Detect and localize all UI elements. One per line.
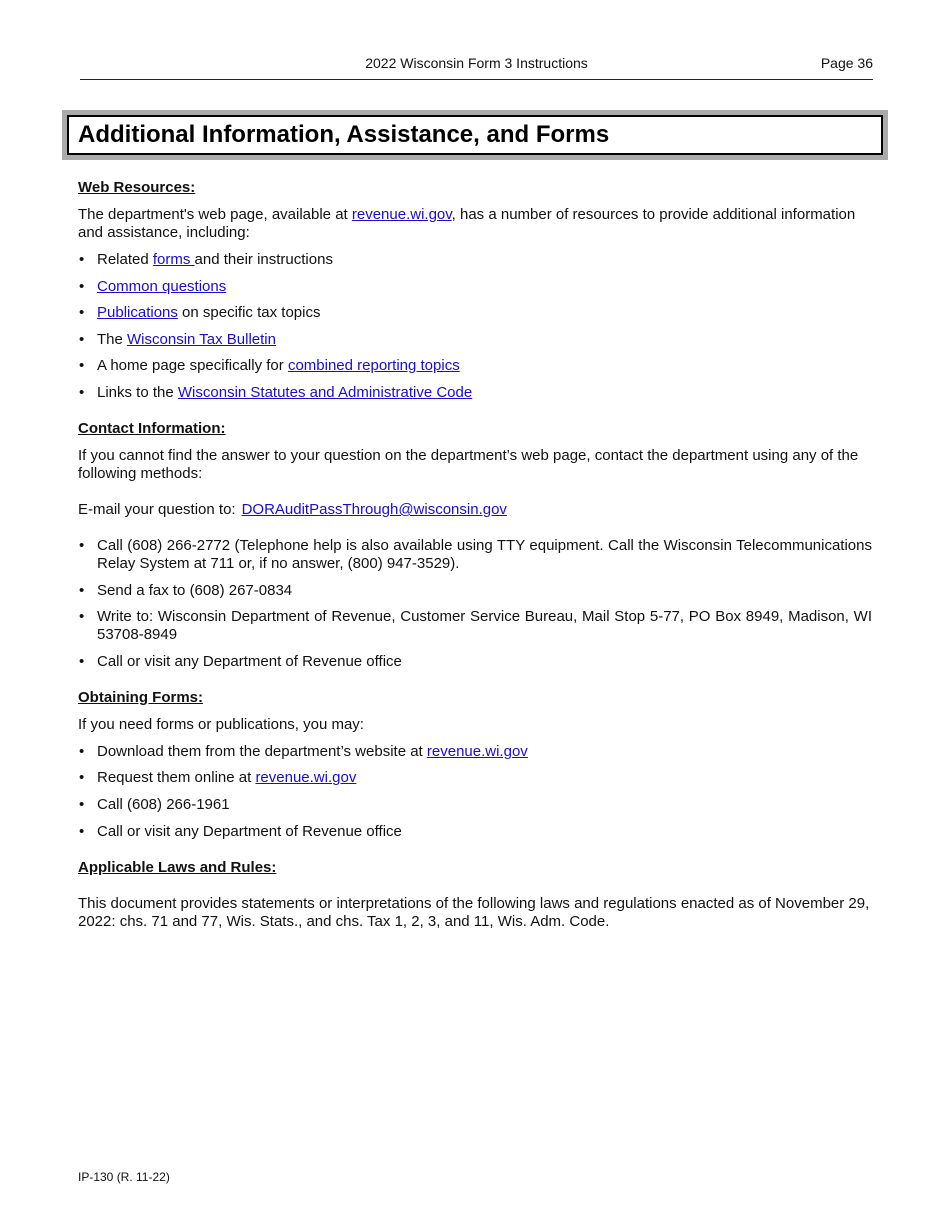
item-text: A home page specifically for <box>97 357 288 375</box>
email-label: E-mail your question to: <box>78 500 236 518</box>
title-box <box>62 110 888 160</box>
list-item <box>78 743 872 761</box>
combined-reporting-link[interactable]: combined reporting topics <box>287 357 460 375</box>
main-content <box>78 178 872 940</box>
revenue-link[interactable]: revenue.wi.gov <box>351 206 452 223</box>
list-item <box>78 304 872 322</box>
bullet-icon: • <box>79 357 85 375</box>
item-text: Related <box>97 251 153 268</box>
list-item <box>78 769 872 787</box>
item-text: The <box>97 330 128 348</box>
contact-heading: Contact Information: <box>78 419 226 437</box>
bullet-icon: • <box>79 304 85 322</box>
intro-text: The department's web page, available at <box>78 206 352 223</box>
bullet-icon: • <box>79 822 85 840</box>
list-item <box>78 653 872 671</box>
obtaining-forms-heading: Obtaining Forms: <box>78 688 203 706</box>
web-resources-heading: Web Resources: <box>78 179 196 196</box>
obtaining-forms-intro: If you need forms or publications, you may: <box>78 715 364 733</box>
bullet-icon: • <box>79 536 85 554</box>
page-number: Page 36 <box>820 55 873 71</box>
list-item <box>78 537 872 573</box>
item-text: Download them from the department’s website at <box>97 742 427 760</box>
forms-link[interactable]: forms <box>152 251 195 268</box>
page-header <box>80 55 873 80</box>
laws-text: This document provides statements or interpretations of the following laws and regulations enacted as of November 29, 2022: chs. 71 and 77, Wis. Stats., and chs. Tax 1, 2, 3, and 11, Wis. Adm. Code. <box>78 894 870 930</box>
item-text: Request them online at <box>97 769 256 787</box>
email-link[interactable]: DORAuditPassThrough@wisconsin.gov <box>241 500 507 518</box>
list-item <box>78 278 872 296</box>
list-item <box>78 582 872 600</box>
list-item <box>78 251 872 269</box>
item-text: Write to: Wisconsin Department of Revenue, Customer Service Bureau, Mail Stop 5-77, PO Box 8949, Madison, WI 53708-8949 <box>97 608 872 644</box>
list-item <box>78 608 872 644</box>
page-title: Additional Information, Assistance, and Forms <box>78 121 610 148</box>
web-resources-intro <box>78 206 872 242</box>
web-resources-list <box>78 251 872 402</box>
item-text: Call or visit any Department of Revenue office <box>97 822 402 840</box>
form-code: IP-130 (R. 11-22) <box>78 1170 170 1184</box>
tax-bulletin-link[interactable]: Wisconsin Tax Bulletin <box>127 330 276 348</box>
bullet-icon: • <box>79 383 85 401</box>
revenue-request-link[interactable]: revenue.wi.gov <box>255 769 357 787</box>
header-title: 2022 Wisconsin Form 3 Instructions <box>365 55 588 71</box>
bullet-icon: • <box>79 742 85 760</box>
item-text: Call (608) 266-2772 (Telephone help is also available using TTY equipment. Call the Wisconsin Telecommunications Relay System at 711 or, if no answer, (800) 947-3529). <box>97 536 872 572</box>
bullet-icon: • <box>79 795 85 813</box>
item-text: Send a fax to (608) 267-0834 <box>97 581 293 599</box>
title-box-inner <box>67 115 883 155</box>
item-text: Call (608) 266-1961 <box>97 795 230 813</box>
bullet-icon: • <box>79 251 85 268</box>
item-text: Links to the <box>97 383 178 401</box>
revenue-download-link[interactable]: revenue.wi.gov <box>426 742 528 760</box>
list-item <box>78 331 872 349</box>
list-item <box>78 823 872 841</box>
list-item <box>78 796 872 814</box>
publications-link[interactable]: Publications <box>97 304 178 322</box>
bullet-icon: • <box>79 769 85 787</box>
obtaining-forms-list <box>78 743 872 841</box>
laws-heading: Applicable Laws and Rules: <box>78 858 277 876</box>
bullet-icon: • <box>79 277 85 295</box>
item-text: and their instructions <box>194 251 333 268</box>
intro-text-end: , has a number of resources to provide additional information and assistance, including: <box>78 206 856 241</box>
statutes-link[interactable]: Wisconsin Statutes and Administrative Code <box>177 383 473 401</box>
bullet-icon: • <box>79 581 85 599</box>
email-line <box>78 501 872 519</box>
bullet-icon: • <box>79 330 85 348</box>
item-text: Call or visit any Department of Revenue office <box>97 652 402 670</box>
list-item <box>78 357 872 375</box>
common-questions-link[interactable]: Common questions <box>97 277 227 295</box>
item-text: on specific tax topics <box>177 304 321 322</box>
contact-intro: If you cannot find the answer to your question on the department’s web page, contact the department using any of the following methods: <box>78 446 859 482</box>
contact-list <box>78 537 872 671</box>
list-item <box>78 384 872 402</box>
bullet-icon: • <box>79 652 85 670</box>
bullet-icon: • <box>79 608 85 626</box>
